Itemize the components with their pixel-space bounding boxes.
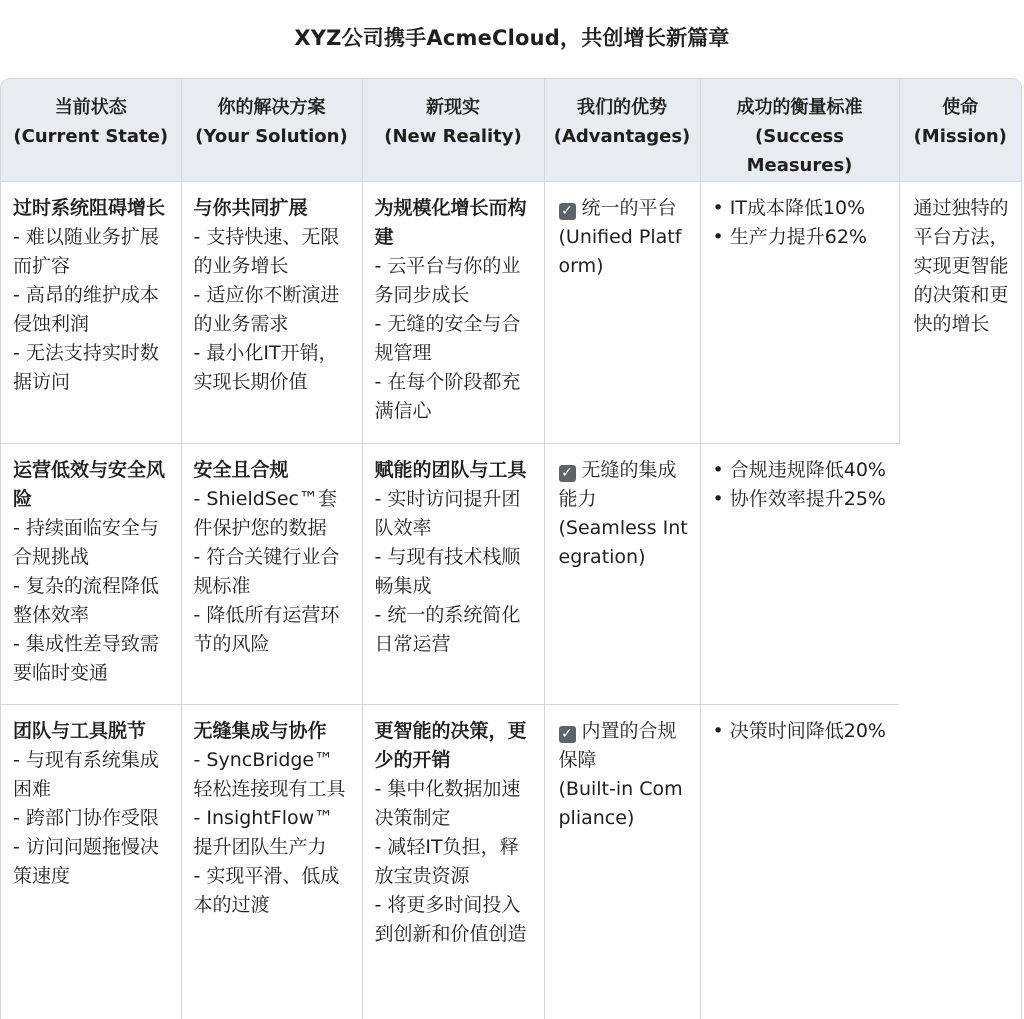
cell-new-reality — [362, 181, 544, 443]
measure-item: • 生产力提升62% — [712, 225, 867, 248]
comparison-table — [1, 79, 1021, 1019]
checkbox-checked-icon: ✓ — [559, 203, 576, 220]
list-item: - 适应你不断演进的业务需求 — [193, 283, 340, 335]
header-label-zh: 你的解决方案 — [217, 97, 326, 118]
header-advantages — [544, 79, 700, 181]
header-your-solution — [181, 79, 362, 181]
header-label-zh: 使命 — [942, 97, 979, 118]
header-new-reality — [362, 79, 544, 181]
advantage-label-en: (Seamless Integration) — [558, 516, 688, 568]
list-item: - 符合关键行业合规标准 — [193, 545, 340, 597]
advantage-label-zh: 统一的平台 — [581, 196, 677, 219]
mission-text: 通过独特的平台方法，实现更智能的决策和更快的增长 — [913, 196, 1009, 335]
list-item: - 在每个阶段都充满信心 — [374, 370, 521, 422]
header-mission — [899, 79, 1021, 181]
cell-success-measures — [700, 181, 899, 443]
measure-item: • 协作效率提升25% — [712, 487, 886, 510]
header-label-zh: 我们的优势 — [577, 97, 667, 118]
header-label-en: (Advantages) — [553, 126, 691, 147]
cell-title: 运营低效与安全风险 — [13, 458, 166, 510]
header-label-en: (Current State) — [13, 126, 169, 147]
advantage-label-zh: 无缝的集成能力 — [558, 458, 677, 510]
cell-new-reality — [362, 443, 544, 704]
header-label-en: (Success — [755, 126, 844, 147]
cell-title: 安全且合规 — [193, 458, 289, 481]
checkbox-checked-icon: ✓ — [559, 726, 576, 743]
list-item: - 访问问题拖慢决策速度 — [13, 835, 159, 887]
cell-current-state — [1, 443, 181, 704]
cell-title: 赋能的团队与工具 — [374, 458, 527, 481]
cell-advantage — [544, 181, 700, 443]
table-header-row — [1, 79, 1021, 181]
header-label-en-cont: Measures) — [746, 155, 853, 176]
list-item: - 集成性差导致需要临时变通 — [13, 632, 159, 684]
list-item: - 高昂的维护成本侵蚀利润 — [13, 283, 159, 335]
list-item: - 最小化IT开销，实现长期价值 — [193, 341, 338, 393]
cell-title: 为规模化增长而构建 — [374, 196, 527, 248]
measure-item: • 决策时间降低20% — [712, 719, 886, 742]
cell-mission — [899, 181, 1021, 1019]
measure-item: • IT成本降低10% — [712, 196, 866, 219]
list-item: - 跨部门协作受限 — [13, 806, 159, 829]
header-label-en: (Your Solution) — [195, 126, 348, 147]
comparison-table-container — [0, 78, 1022, 1019]
list-item: - 云平台与你的业务同步成长 — [374, 254, 521, 306]
header-label-en: (New Reality) — [384, 126, 522, 147]
cell-title: 团队与工具脱节 — [13, 719, 147, 742]
list-item: - 与现有系统集成困难 — [13, 748, 159, 800]
list-item: - 持续面临安全与合规挑战 — [13, 516, 159, 568]
table-row — [1, 704, 1021, 1019]
list-item: - 复杂的流程降低整体效率 — [13, 574, 159, 626]
measure-item: • 合规违规降低40% — [712, 458, 886, 481]
list-item: - 与现有技术栈顺畅集成 — [374, 545, 521, 597]
advantage-label-en: (Unified Platform) — [558, 225, 682, 277]
header-label-zh: 新现实 — [426, 97, 480, 118]
cell-advantage — [544, 443, 700, 704]
list-item: - 集中化数据加速决策制定 — [374, 777, 521, 829]
cell-your-solution — [181, 181, 362, 443]
list-item: - SyncBridge™轻松连接现有工具 — [193, 748, 346, 800]
cell-title: 更智能的决策，更少的开销 — [374, 719, 527, 771]
list-item: - 减轻IT负担，释放宝贵资源 — [374, 835, 519, 887]
cell-your-solution — [181, 443, 362, 704]
cell-title: 无缝集成与协作 — [193, 719, 327, 742]
list-item: - 难以随业务扩展而扩容 — [13, 225, 159, 277]
list-item: - 实现平滑、低成本的过渡 — [193, 864, 340, 916]
cell-title: 与你共同扩展 — [193, 196, 308, 219]
list-item: - 降低所有运营环节的风险 — [193, 603, 340, 655]
advantage-label-en: (Built-in Compliance) — [558, 777, 683, 829]
list-item: - 无缝的安全与合规管理 — [374, 312, 521, 364]
cell-success-measures — [700, 704, 899, 1019]
header-label-zh: 当前状态 — [54, 97, 127, 118]
cell-your-solution — [181, 704, 362, 1019]
list-item: - 支持快速、无限的业务增长 — [193, 225, 340, 277]
list-item: - InsightFlow™提升团队生产力 — [193, 806, 334, 858]
cell-success-measures — [700, 443, 899, 704]
advantage-label-zh: 内置的合规保障 — [558, 719, 677, 771]
cell-current-state — [1, 704, 181, 1019]
table-row — [1, 443, 1021, 704]
header-label-zh: 成功的衡量标准 — [736, 97, 863, 118]
list-item: - 无法支持实时数据访问 — [13, 341, 159, 393]
cell-advantage — [544, 704, 700, 1019]
list-item: - ShieldSec™套件保护您的数据 — [193, 487, 338, 539]
checkbox-checked-icon: ✓ — [559, 465, 576, 482]
cell-title: 过时系统阻碍增长 — [13, 196, 166, 219]
table-row — [1, 181, 1021, 443]
list-item: - 实时访问提升团队效率 — [374, 487, 521, 539]
list-item: - 将更多时间投入到创新和价值创造 — [374, 893, 527, 945]
cell-new-reality — [362, 704, 544, 1019]
header-success-measures — [700, 79, 899, 181]
header-label-en: (Mission) — [913, 126, 1007, 147]
header-current-state — [1, 79, 181, 181]
list-item: - 统一的系统简化日常运营 — [374, 603, 521, 655]
cell-current-state — [1, 181, 181, 443]
page-title: XYZ公司携手AcmeCloud，共创增长新篇章 — [294, 26, 730, 50]
